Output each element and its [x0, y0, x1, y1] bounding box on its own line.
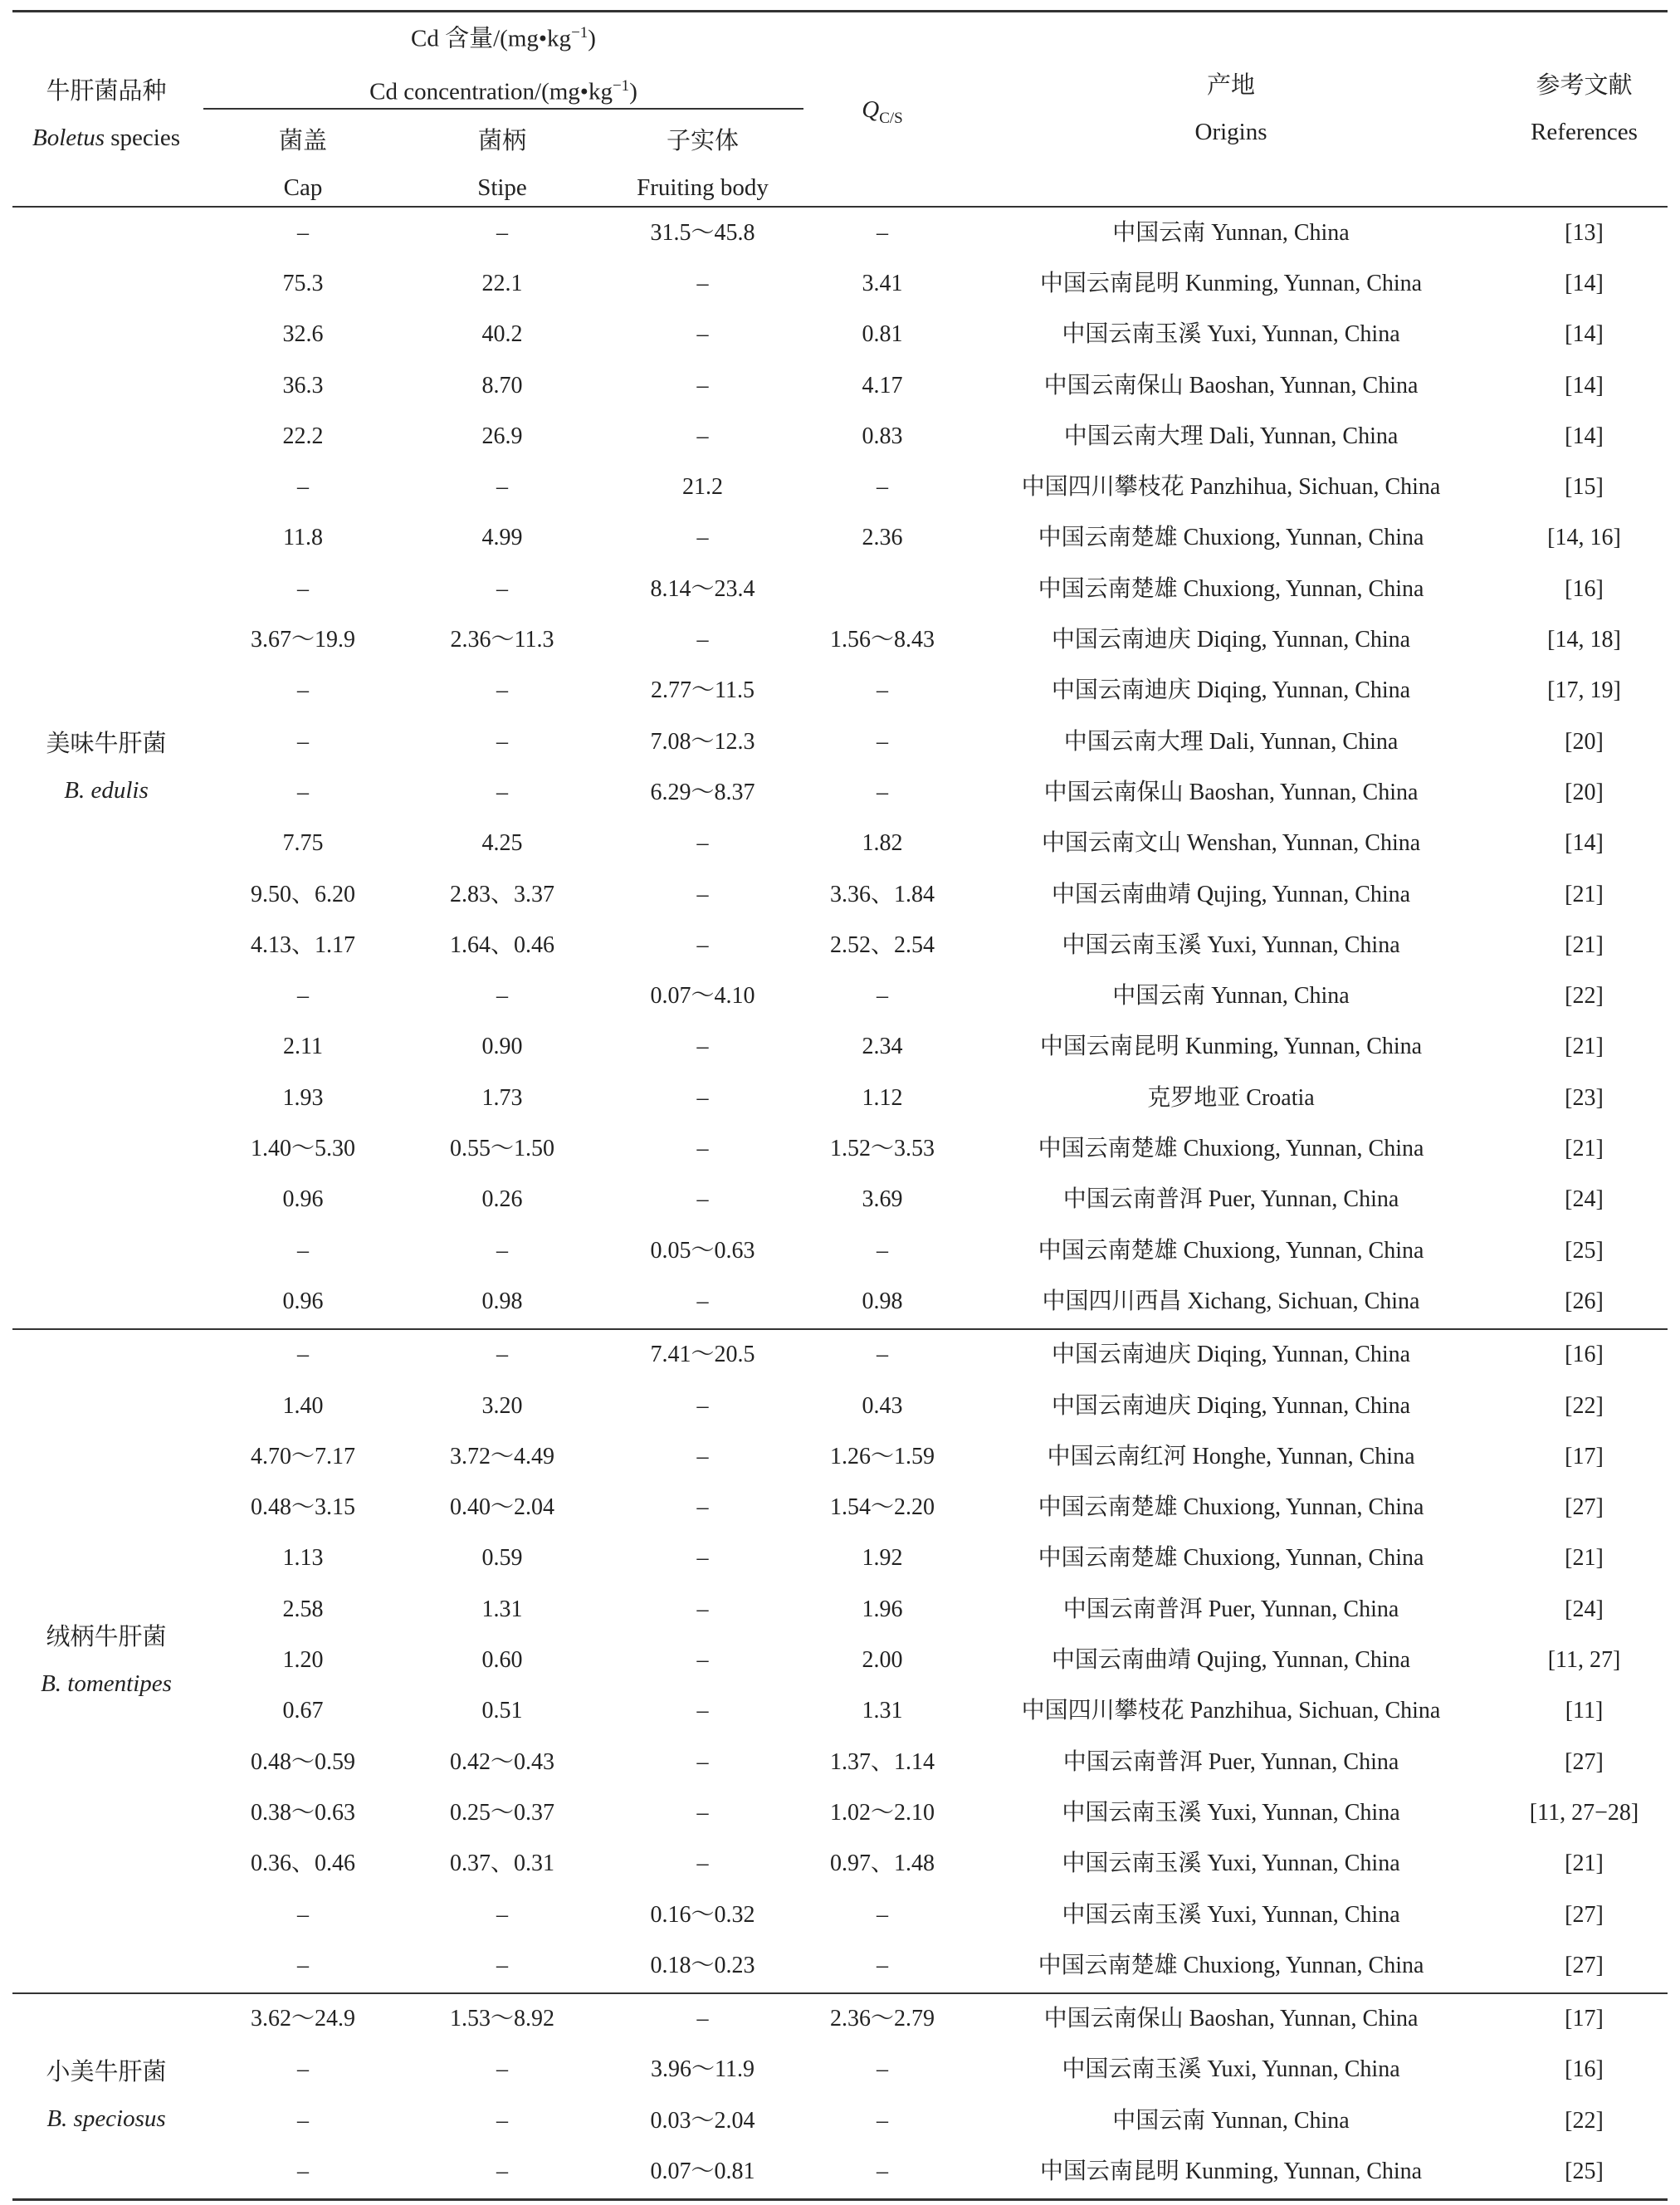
stipe-cell: –	[496, 474, 508, 501]
qcs-cell: –	[877, 728, 888, 755]
header-references: 参考文献 References	[1531, 72, 1638, 145]
cap-cell: –	[297, 1342, 309, 1368]
qcs-cell: –	[877, 1237, 888, 1264]
stipe-cell: 0.40～2.04	[449, 1494, 554, 1521]
qcs-cell: 0.98	[862, 1288, 903, 1314]
cap-cell: 1.93	[282, 1084, 324, 1111]
reference-cell: [16]	[1565, 1342, 1604, 1368]
stipe-cell: 0.26	[481, 1186, 523, 1213]
stipe-cell: 8.70	[481, 372, 523, 398]
cap-cell: 1.20	[282, 1647, 324, 1674]
origin-cell: 中国云南保山 Baoshan, Yunnan, China	[1043, 779, 1419, 805]
stipe-cell: 0.51	[481, 1698, 523, 1724]
reference-cell: [27]	[1565, 1748, 1604, 1775]
fruiting-body-cell: –	[696, 627, 709, 653]
origin-cell: 中国云南楚雄 Chuxiong, Yunnan, China	[1038, 1237, 1424, 1264]
fruiting-body-cell: –	[696, 1084, 709, 1111]
qcs-cell: –	[877, 677, 888, 704]
qcs-cell: 4.17	[862, 372, 903, 398]
reference-cell: [14]	[1565, 423, 1604, 449]
reference-cell: [27]	[1565, 1901, 1604, 1928]
qcs-cell: 2.36～2.79	[829, 2006, 935, 2032]
cap-cell: –	[297, 2107, 309, 2134]
stipe-cell: –	[496, 677, 508, 704]
qcs-cell: 0.81	[862, 321, 903, 348]
fruiting-body-cell: –	[696, 270, 709, 296]
species-name-en: B. edulis	[64, 777, 149, 804]
species-name-zh: 小美牛肝菌	[46, 2059, 167, 2086]
cap-cell: 3.62～24.9	[250, 2006, 355, 2032]
reference-cell: [17, 19]	[1547, 677, 1621, 704]
stipe-cell: 1.64、0.46	[449, 931, 554, 958]
origin-cell: 中国云南楚雄 Chuxiong, Yunnan, China	[1038, 575, 1424, 602]
origin-cell: 中国云南迪庆 Diqing, Yunnan, China	[1051, 627, 1411, 653]
qcs-cell: –	[877, 2159, 888, 2185]
reference-cell: [20]	[1565, 728, 1604, 755]
stipe-cell: 1.73	[481, 1084, 523, 1111]
fruiting-body-cell: 8.14～23.4	[650, 575, 755, 602]
fruiting-body-cell: 0.18～0.23	[650, 1952, 755, 1978]
qcs-cell: 1.56～8.43	[829, 627, 935, 653]
species-name-en: B. speciosus	[46, 2105, 166, 2133]
stipe-cell: 0.25～0.37	[449, 1799, 554, 1826]
qcs-cell: 3.36、1.84	[829, 881, 935, 907]
fruiting-body-cell: 0.05～0.63	[650, 1237, 755, 1264]
origin-cell: 中国云南大理 Dali, Yunnan, China	[1063, 728, 1399, 755]
origin-cell: 中国云南保山 Baoshan, Yunnan, China	[1043, 372, 1419, 398]
reference-cell: [27]	[1565, 1952, 1604, 1978]
origin-cell: 中国云南楚雄 Chuxiong, Yunnan, China	[1038, 1545, 1424, 1572]
stipe-cell: –	[496, 728, 508, 755]
stipe-cell: –	[496, 779, 508, 805]
fruiting-body-cell: 0.07～4.10	[650, 983, 755, 1010]
fruiting-body-cell: 7.08～12.3	[650, 728, 755, 755]
fruiting-body-cell: 7.41～20.5	[650, 1342, 755, 1368]
qcs-cell: 0.43	[862, 1392, 903, 1419]
fruiting-body-cell: –	[696, 1851, 709, 1877]
cap-cell: 75.3	[282, 270, 324, 296]
fruiting-body-cell: –	[696, 1545, 709, 1572]
reference-cell: [27]	[1565, 1494, 1604, 1521]
stipe-cell: 0.42～0.43	[449, 1748, 554, 1775]
header-species-en: Boletus species	[32, 125, 180, 151]
cap-cell: –	[297, 219, 309, 246]
reference-cell: [20]	[1565, 779, 1604, 805]
reference-cell: [14]	[1565, 321, 1604, 348]
origin-cell: 中国云南大理 Dali, Yunnan, China	[1063, 423, 1399, 449]
reference-cell: [21]	[1565, 1545, 1604, 1572]
fruiting-body-cell: –	[696, 1799, 709, 1826]
cap-cell: 0.38～0.63	[250, 1799, 355, 1826]
qcs-cell: 1.54～2.20	[829, 1494, 935, 1521]
reference-cell: [14, 16]	[1547, 525, 1621, 551]
cap-cell: 11.8	[283, 525, 323, 551]
reference-cell: [23]	[1565, 1084, 1604, 1111]
species-name-zh: 绒柄牛肝菌	[46, 1624, 167, 1651]
qcs-cell: 3.69	[862, 1186, 903, 1213]
species-label	[12, 2049, 200, 2142]
stipe-cell: 2.83、3.37	[449, 881, 554, 907]
fruiting-body-cell: –	[696, 931, 709, 958]
fruiting-body-cell: 0.03～2.04	[650, 2107, 755, 2134]
cap-cell: 32.6	[282, 321, 324, 348]
fruiting-body-cell: –	[696, 1136, 709, 1162]
cap-cell: 2.11	[283, 1034, 323, 1060]
stipe-cell: 3.20	[481, 1392, 523, 1419]
fruiting-body-cell: –	[696, 1392, 709, 1419]
header-cd-en: Cd concentration/$(mg•kg^{-1})$	[369, 77, 637, 105]
stipe-cell: 0.59	[481, 1545, 523, 1572]
stipe-cell: –	[496, 575, 508, 602]
species-name-zh: 美味牛肝菌	[46, 731, 167, 758]
qcs-cell: 0.83	[862, 423, 903, 449]
stipe-cell: –	[496, 1342, 508, 1368]
header-stipe: 菌柄 Stipe	[477, 128, 527, 201]
fruiting-body-cell: –	[696, 423, 709, 449]
reference-cell: [21]	[1565, 1034, 1604, 1060]
qcs-cell: –	[877, 2107, 888, 2134]
origin-cell: 中国云南迪庆 Diqing, Yunnan, China	[1051, 677, 1411, 704]
fruiting-body-cell: –	[696, 1288, 709, 1314]
qcs-cell: –	[877, 1952, 888, 1978]
fruiting-body-cell: –	[696, 1186, 709, 1213]
cap-cell: 1.40～5.30	[250, 1136, 355, 1162]
stipe-cell: 0.60	[481, 1647, 523, 1674]
cap-cell: –	[297, 1952, 309, 1978]
reference-cell: [21]	[1565, 881, 1604, 907]
cap-cell: 0.48～0.59	[250, 1748, 355, 1775]
reference-cell: [11]	[1565, 1698, 1604, 1724]
qcs-cell: 1.37、1.14	[829, 1748, 935, 1775]
cap-cell: 1.40	[282, 1392, 324, 1419]
reference-cell: [11, 27−28]	[1529, 1799, 1639, 1826]
header-cd-zh: Cd 含量$/(mg•kg^{-1})$	[411, 24, 596, 52]
stipe-cell: –	[496, 2056, 508, 2083]
qcs-cell: 0.97、1.48	[829, 1851, 935, 1877]
cap-cell: 22.2	[282, 423, 324, 449]
qcs-cell: 2.36	[862, 525, 903, 551]
cap-cell: 0.96	[282, 1288, 324, 1314]
fruiting-body-cell: 3.96～11.9	[651, 2056, 755, 2083]
stipe-cell: 26.9	[481, 423, 523, 449]
stipe-cell: 22.1	[481, 270, 523, 296]
origin-cell: 中国四川攀枝花 Panzhihua, Sichuan, China	[1021, 474, 1441, 501]
cap-cell: 9.50、6.20	[250, 881, 355, 907]
qcs-cell: –	[877, 474, 888, 501]
cap-cell: –	[297, 677, 309, 704]
fruiting-body-cell: –	[696, 2006, 709, 2032]
origin-cell: 中国云南楚雄 Chuxiong, Yunnan, China	[1038, 1494, 1424, 1521]
stipe-cell: –	[496, 2107, 508, 2134]
stipe-cell: 2.36～11.3	[450, 627, 554, 653]
reference-cell: [14]	[1565, 372, 1604, 398]
reference-cell: [17]	[1565, 2006, 1604, 2032]
cap-cell: 0.48～3.15	[250, 1494, 355, 1521]
qcs-cell: –	[877, 1901, 888, 1928]
fruiting-body-cell: 31.5～45.8	[650, 219, 755, 246]
cap-cell: 7.75	[282, 830, 324, 857]
origin-cell: 中国云南普洱 Puer, Yunnan, China	[1062, 1748, 1399, 1775]
header-species	[12, 68, 200, 161]
origin-cell: 中国云南迪庆 Diqing, Yunnan, China	[1051, 1392, 1411, 1419]
qcs-cell: 2.00	[862, 1647, 903, 1674]
bottom-rule	[12, 2198, 1668, 2201]
origin-cell: 中国云南玉溪 Yuxi, Yunnan, China	[1062, 1901, 1400, 1928]
qcs-cell: 2.34	[862, 1034, 903, 1060]
qcs-cell: 1.12	[862, 1084, 903, 1111]
origin-cell: 中国云南玉溪 Yuxi, Yunnan, China	[1062, 931, 1400, 958]
origin-cell: 中国云南玉溪 Yuxi, Yunnan, China	[1062, 2056, 1400, 2083]
qcs-cell: 3.41	[862, 270, 903, 296]
origin-cell: 克罗地亚 Croatia	[1147, 1084, 1315, 1111]
fruiting-body-cell: –	[696, 830, 709, 857]
stipe-cell: 4.25	[481, 830, 523, 857]
reference-cell: [22]	[1565, 2107, 1604, 2134]
origin-cell: 中国云南玉溪 Yuxi, Yunnan, China	[1062, 1851, 1400, 1877]
qcs-cell: –	[877, 779, 888, 805]
fruiting-body-cell: 0.07～0.81	[650, 2159, 755, 2185]
fruiting-body-cell: –	[696, 881, 709, 907]
species-label	[12, 1614, 200, 1707]
fruiting-body-cell: –	[696, 372, 709, 398]
origin-cell: 中国云南楚雄 Chuxiong, Yunnan, China	[1038, 525, 1424, 551]
origin-cell: 中国云南昆明 Kunming, Yunnan, China	[1039, 270, 1423, 296]
stipe-cell: 3.72～4.49	[449, 1443, 554, 1469]
reference-cell: [14]	[1565, 270, 1604, 296]
origin-cell: 中国云南 Yunnan, China	[1112, 219, 1350, 246]
cap-cell: –	[297, 2159, 309, 2185]
cap-cell: 36.3	[282, 372, 324, 398]
qcs-cell: 1.82	[862, 830, 903, 857]
cap-cell: –	[297, 1901, 309, 1928]
fruiting-body-cell: –	[696, 1443, 709, 1469]
cap-cell: –	[297, 2056, 309, 2083]
cap-cell: –	[297, 474, 309, 501]
cap-cell: –	[297, 575, 309, 602]
origin-cell: 中国四川攀枝花 Panzhihua, Sichuan, China	[1021, 1698, 1441, 1724]
reference-cell: [24]	[1565, 1186, 1604, 1213]
top-rule	[12, 10, 1668, 12]
cap-cell: 2.58	[282, 1596, 324, 1622]
cap-cell: –	[297, 983, 309, 1010]
origin-cell: 中国云南 Yunnan, China	[1112, 2107, 1350, 2134]
stipe-cell: –	[496, 2159, 508, 2185]
stipe-cell: –	[496, 1237, 508, 1264]
cap-cell: 4.70～7.17	[250, 1443, 355, 1469]
origin-cell: 中国云南玉溪 Yuxi, Yunnan, China	[1062, 1799, 1400, 1826]
qcs-cell	[803, 565, 961, 614]
origin-cell: 中国云南玉溪 Yuxi, Yunnan, China	[1062, 321, 1400, 348]
reference-cell: [13]	[1565, 219, 1604, 246]
reference-cell: [21]	[1565, 1851, 1604, 1877]
fruiting-body-cell: –	[696, 525, 709, 551]
fruiting-body-cell: 0.16～0.32	[650, 1901, 755, 1928]
cap-cell: –	[297, 728, 309, 755]
reference-cell: [25]	[1565, 2159, 1604, 2185]
fruiting-body-cell: –	[696, 1494, 709, 1521]
reference-cell: [14]	[1565, 830, 1604, 857]
cap-cell: 1.13	[282, 1545, 324, 1572]
origin-cell: 中国云南 Yunnan, China	[1112, 983, 1350, 1010]
header-qcs: $Q_{C/S}$	[862, 96, 903, 127]
header-origin: 产地 Origins	[1194, 72, 1267, 145]
origin-cell: 中国云南普洱 Puer, Yunnan, China	[1062, 1596, 1399, 1622]
fruiting-body-cell: –	[696, 321, 709, 348]
reference-cell: [16]	[1565, 2056, 1604, 2083]
fruiting-body-cell: –	[696, 1647, 709, 1674]
header-fruiting-body: 子实体 Fruiting body	[637, 128, 769, 201]
origin-cell: 中国云南曲靖 Qujing, Yunnan, China	[1051, 1647, 1411, 1674]
origin-cell: 中国云南保山 Baoshan, Yunnan, China	[1043, 2006, 1419, 2032]
fruiting-body-cell: –	[696, 1034, 709, 1060]
header-cap: 菌盖 Cap	[278, 128, 327, 201]
qcs-cell: 1.31	[862, 1698, 903, 1724]
fruiting-body-cell: –	[696, 1748, 709, 1775]
reference-cell: [15]	[1565, 474, 1604, 501]
stipe-cell: 0.37、0.31	[449, 1851, 554, 1877]
qcs-cell: –	[877, 2056, 888, 2083]
qcs-cell: –	[877, 1342, 888, 1368]
qcs-cell: –	[877, 219, 888, 246]
cap-cell: 0.67	[282, 1698, 324, 1724]
cap-cell: 4.13、1.17	[250, 931, 355, 958]
cap-cell: –	[297, 1237, 309, 1264]
fruiting-body-cell: –	[696, 1698, 709, 1724]
origin-cell: 中国云南普洱 Puer, Yunnan, China	[1062, 1186, 1399, 1213]
stipe-cell: –	[496, 983, 508, 1010]
origin-cell: 中国云南楚雄 Chuxiong, Yunnan, China	[1038, 1136, 1424, 1162]
qcs-cell: –	[877, 983, 888, 1010]
qcs-cell: 1.96	[862, 1596, 903, 1622]
reference-cell: [22]	[1565, 983, 1604, 1010]
stipe-cell: 40.2	[481, 321, 523, 348]
header-species-zh: 牛肝菌品种	[46, 78, 167, 105]
fruiting-body-cell: 21.2	[682, 474, 723, 501]
stipe-cell: 0.55～1.50	[449, 1136, 554, 1162]
stipe-cell: –	[496, 1901, 508, 1928]
reference-cell: [21]	[1565, 931, 1604, 958]
cap-cell: 0.96	[282, 1186, 324, 1213]
cap-cell: 0.36、0.46	[250, 1851, 355, 1877]
stipe-cell: 1.31	[481, 1596, 523, 1622]
reference-cell: [11, 27]	[1547, 1647, 1621, 1674]
reference-cell: [14, 18]	[1547, 627, 1621, 653]
species-label	[12, 721, 200, 814]
stipe-cell: –	[496, 219, 508, 246]
origin-cell: 中国云南楚雄 Chuxiong, Yunnan, China	[1038, 1952, 1424, 1978]
cap-cell: 3.67～19.9	[250, 627, 355, 653]
qcs-cell: 1.52～3.53	[829, 1136, 935, 1162]
origin-cell: 中国云南曲靖 Qujing, Yunnan, China	[1051, 881, 1411, 907]
origin-cell: 中国云南文山 Wenshan, Yunnan, China	[1041, 830, 1421, 857]
origin-cell: 中国云南红河 Honghe, Yunnan, China	[1047, 1443, 1415, 1469]
stipe-cell: –	[496, 1952, 508, 1978]
origin-cell: 中国云南迪庆 Diqing, Yunnan, China	[1051, 1342, 1411, 1368]
stipe-cell: 0.90	[481, 1034, 523, 1060]
stipe-cell: 0.98	[481, 1288, 523, 1314]
qcs-cell: 1.02～2.10	[829, 1799, 935, 1826]
fruiting-body-cell: 2.77～11.5	[651, 677, 755, 704]
reference-cell: [21]	[1565, 1136, 1604, 1162]
fruiting-body-cell: –	[696, 1596, 709, 1622]
qcs-cell: 1.92	[862, 1545, 903, 1572]
reference-cell: [26]	[1565, 1288, 1604, 1314]
origin-cell: 中国云南昆明 Kunming, Yunnan, China	[1039, 1034, 1423, 1060]
qcs-cell: 2.52、2.54	[829, 931, 935, 958]
cap-cell: –	[297, 779, 309, 805]
stipe-cell: 4.99	[481, 525, 523, 551]
fruiting-body-cell: 6.29～8.37	[650, 779, 755, 805]
stipe-cell: 1.53～8.92	[449, 2006, 554, 2032]
reference-cell: [25]	[1565, 1237, 1604, 1264]
species-name-en: B. tomentipes	[41, 1670, 172, 1698]
qcs-cell: 1.26～1.59	[829, 1443, 935, 1469]
reference-cell: [24]	[1565, 1596, 1604, 1622]
reference-cell: [16]	[1565, 575, 1604, 602]
origin-cell: 中国四川西昌 Xichang, Sichuan, China	[1042, 1288, 1420, 1314]
reference-cell: [17]	[1565, 1443, 1604, 1469]
origin-cell: 中国云南昆明 Kunming, Yunnan, China	[1039, 2159, 1423, 2185]
reference-cell: [22]	[1565, 1392, 1604, 1419]
